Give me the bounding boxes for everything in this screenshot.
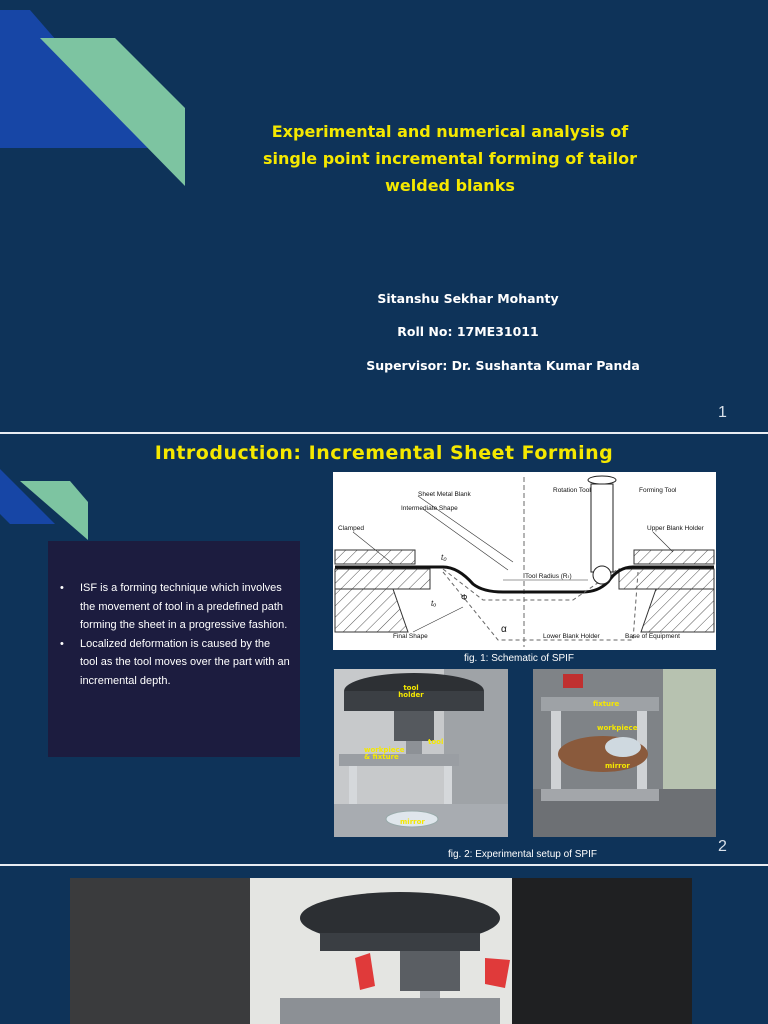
decorative-bands (0, 0, 200, 200)
label-intermediate-shape: Intermediate Shape (401, 505, 458, 512)
page-number: 1 (718, 404, 727, 421)
intro-slide (0, 434, 768, 864)
label-workpiece-fixture: workpiece & fixture (364, 746, 405, 761)
roll-number: Roll No: 17ME31011 (397, 324, 539, 339)
title-line-3: welded blanks (385, 176, 515, 195)
photo-slide (0, 866, 768, 1024)
label-tool-radius: Tool Radius (Rₜ) (525, 573, 572, 580)
label-sheet-metal-blank: Sheet Metal Blank (418, 491, 471, 498)
label-mirror: mirror (400, 818, 425, 826)
label-phi: Φ (461, 593, 468, 602)
machine-photo (70, 878, 692, 1024)
label-lower-blank-holder: Lower Blank Holder (543, 633, 600, 640)
label-rotation-tool: Rotation Tool (553, 487, 591, 494)
presentation-title (250, 118, 650, 199)
bullet-item: • ISF is a forming technique which involves the movement of tool in a predefined path forming the sheet in a progressive fashion. (58, 579, 290, 635)
fig1-caption: fig. 1: Schematic of SPIF (464, 653, 575, 664)
title-line-1: Experimental and numerical analysis of (271, 122, 629, 141)
label-fixture: fixture (593, 700, 620, 708)
label-tool-holder: tool holder (398, 684, 424, 699)
label-mirror: mirror (605, 762, 630, 770)
bullet-box (48, 541, 300, 757)
label-final-shape: Final Shape (393, 633, 428, 640)
setup-photo-left (334, 669, 508, 837)
page-number: 2 (718, 838, 727, 855)
slide-title: Introduction: Incremental Sheet Forming (154, 442, 614, 464)
label-base-of-equipment: Base of Equipment (625, 633, 680, 640)
supervisor: Supervisor: Dr. Sushanta Kumar Panda (366, 358, 640, 373)
label-alpha: α (501, 624, 507, 635)
spif-schematic (333, 472, 716, 650)
title-line-2: single point incremental forming of tailor (262, 149, 638, 168)
label-tool: tool (428, 738, 444, 746)
label-t0: t₀ (441, 553, 447, 562)
setup-photo-right (533, 669, 716, 837)
label-upper-blank-holder: Upper Blank Holder (647, 525, 704, 532)
label-forming-tool: Forming Tool (639, 487, 677, 494)
title-slide (0, 0, 768, 432)
label-clamped: Clamped (338, 525, 365, 532)
fig2-caption: fig. 2: Experimental setup of SPIF (448, 849, 597, 860)
label-tf: tₒ (431, 599, 437, 608)
label-workpiece: workpiece (597, 724, 638, 732)
author-name: Sitanshu Sekhar Mohanty (377, 291, 559, 306)
bullet-item: • Localized deformation is caused by the tool as the tool moves over the part with an incremental depth. (58, 635, 290, 691)
